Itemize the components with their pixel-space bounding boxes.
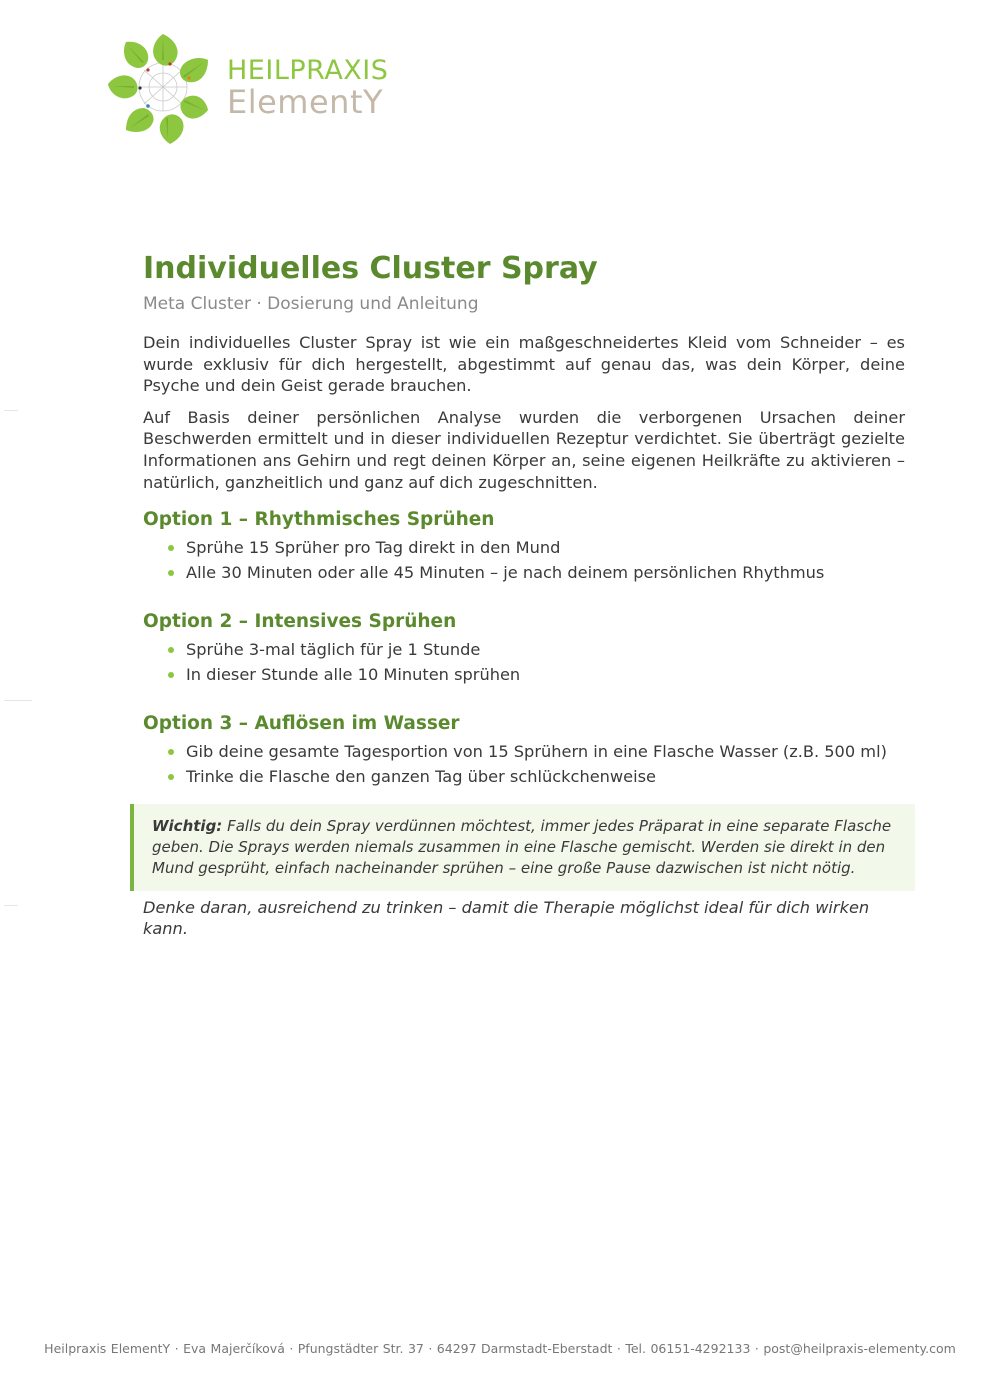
- margin-mark: [4, 905, 18, 906]
- list-item: [143, 739, 905, 764]
- option-heading: Option 1 – Rhythmisches Sprühen: [143, 509, 495, 531]
- page-title: Individuelles Cluster Spray: [143, 251, 598, 286]
- option-list: [143, 739, 905, 789]
- margin-mark: [4, 410, 18, 411]
- list-item-text: Alle 30 Minuten oder alle 45 Minuten – je nach deinem persönlichen Rhythmus: [186, 563, 825, 583]
- closing-text: Denke daran, ausreichend zu trinken – damit die Therapie möglichst ideal für dich wirken kann.: [143, 898, 870, 939]
- bullet-icon: [168, 545, 174, 551]
- document-body: [143, 250, 905, 939]
- note-text: Falls du dein Spray verdünnen möchtest, immer jedes Präparat in eine separate Flasche geben. Die Sprays werden niemals zusammen in eine Flasche gemischt. Werden sie direkt in den Mund gesprüht, einfach nacheinander sprühen – eine große Pause dazwischen ist nicht nötig.: [152, 817, 892, 878]
- bullet-icon: [168, 570, 174, 576]
- option-list: [143, 535, 905, 585]
- page-footer: Heilpraxis ElementY · Eva Majerčíková · Pfungstädter Str. 37 · 64297 Darmstadt-Eberstadt · Tel. 06151-4292133 · post@heilpraxis-elementy.com: [44, 1341, 956, 1356]
- list-item: [143, 535, 905, 560]
- bullet-icon: [168, 647, 174, 653]
- list-item: [143, 764, 905, 789]
- margin-mark: [4, 700, 32, 701]
- logo: [104, 30, 414, 148]
- bullet-icon: [168, 672, 174, 678]
- intro-paragraph: Auf Basis deiner persönlichen Analyse wurden die verborgenen Ursachen deiner Beschwerden ermittelt und in dieser individuellen Rezeptur verdichtet. Sie überträgt gezielte Informationen ans Gehirn und regt deinen Körper an, seine eigenen Heilkräfte zu aktivieren – natürlich, ganzheitlich und ganz auf dich zugeschnitten.: [143, 407, 905, 492]
- list-item-text: In dieser Stunde alle 10 Minuten sprühen: [186, 665, 521, 685]
- bullet-icon: [168, 749, 174, 755]
- intro-paragraph: Dein individuelles Cluster Spray ist wie ein maßgeschneidertes Kleid vom Schneider – es wurde exklusiv für dich hergestellt, abgestimmt auf genau das, was dein Körper, deine Psyche und dein Geist gerade brauchen.: [143, 333, 905, 396]
- page-subtitle: Meta Cluster · Dosierung und Anleitung: [143, 294, 479, 314]
- list-item-text: Sprühe 3-mal täglich für je 1 Stunde: [186, 640, 481, 660]
- important-note: [130, 804, 915, 891]
- list-item-text: Gib deine gesamte Tagesportion von 15 Sprühern in eine Flasche Wasser (z.B. 500 ml): [186, 742, 887, 762]
- list-item: [143, 637, 905, 662]
- list-item-text: Trinke die Flasche den ganzen Tag über schlückchenweise: [186, 767, 657, 787]
- logo-text-elementy: ElementY: [227, 83, 384, 121]
- list-item: [143, 662, 905, 687]
- leaf-wreath-icon: [104, 30, 222, 148]
- list-item: [143, 560, 905, 585]
- bullet-icon: [168, 774, 174, 780]
- logo-text-heilpraxis: HEILPRAXIS: [227, 55, 389, 86]
- option-heading: Option 3 – Auflösen im Wasser: [143, 713, 460, 735]
- list-item-text: Sprühe 15 Sprüher pro Tag direkt in den Mund: [186, 538, 561, 558]
- option-heading: Option 2 – Intensives Sprühen: [143, 611, 457, 633]
- note-label: Wichtig:: [152, 817, 223, 836]
- option-list: [143, 637, 905, 687]
